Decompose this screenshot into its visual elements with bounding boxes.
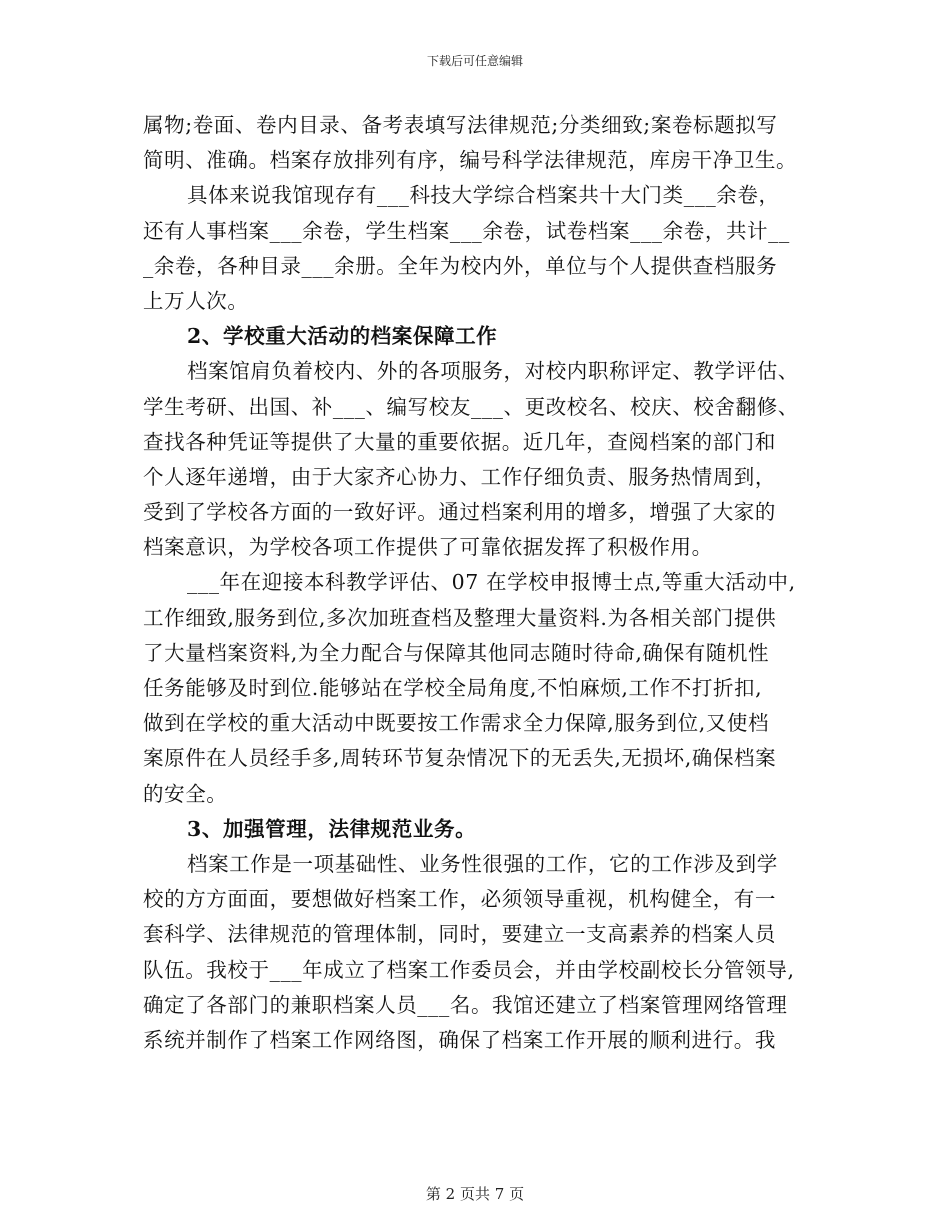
text-line: 做到在学校的重大活动中既要按工作需求全力保障,服务到位,又使档 xyxy=(143,711,770,736)
text-line: 了大量档案资料,为全力配合与保障其他同志随时待命,确保有随机性 xyxy=(143,640,770,665)
text-line: 个人逐年递增，由于大家齐心协力、工作仔细负责、服务热情周到， xyxy=(143,464,776,489)
text-line: 确定了各部门的兼职档案人员___名。我馆还建立了档案管理网络管理 xyxy=(143,992,788,1017)
text-line: 案原件在人员经手多,周转环节复杂情况下的无丢失,无损坏,确保档案 xyxy=(143,746,777,771)
section-heading: 2、学校重大活动的档案保障工作 xyxy=(187,324,498,349)
text-line: 具体来说我馆现存有___科技大学综合档案共十大门类___余卷， xyxy=(187,183,780,208)
text-line: 上万人次。 xyxy=(143,288,249,313)
text-line: 还有人事档案___余卷，学生档案___余卷，试卷档案___余卷，共计__ xyxy=(143,218,790,243)
page-footer: 第 2 页共 7 页 xyxy=(425,1185,525,1203)
text-line: 档案意识，为学校各项工作提供了可靠依据发挥了积极作用。 xyxy=(143,535,713,560)
text-line: 属物;卷面、卷内目录、备考表填写法律规范;分类细致;案卷标题拟写 xyxy=(143,113,778,137)
text-line: 简明、准确。档案存放排列有序，编号科学法律规范，库房干净卫生。 xyxy=(143,148,798,173)
text-line: 查找各种凭证等提供了大量的重要依据。近几年，查阅档案的部门和 xyxy=(143,429,776,454)
text-line: 档案馆肩负着校内、外的各项服务，对校内职称评定、教学评估、 xyxy=(187,359,799,384)
text-line: 任务能够及时到位.能够站在学校全局角度,不怕麻烦,工作不打折扣, xyxy=(143,676,763,700)
text-line: ___年在迎接本科教学评估、07 在学校申报博士点,等重大活动中, xyxy=(187,570,796,595)
text-line: 工作细致,服务到位,多次加班查档及整理大量资料.为各相关部门提供 xyxy=(143,605,777,630)
text-line: 的安全。 xyxy=(143,781,228,806)
section-heading: 3、加强管理，法律规范业务。 xyxy=(187,816,477,841)
text-line: _余卷，各种目录___余册。全年为校内外，单位与个人提供查档服务 xyxy=(143,253,778,278)
text-line: 学生考研、出国、补___、编写校友___、更改校名、校庆、校舍翻修、 xyxy=(143,394,799,419)
text-line: 队伍。我校于___年成立了档案工作委员会，并由学校副校长分管领导, xyxy=(143,957,795,982)
text-line: 系统并制作了档案工作网络图，确保了档案工作开展的顺利进行。我 xyxy=(143,1027,776,1052)
page-header: 下载后可任意编辑 xyxy=(426,54,523,68)
text-line: 受到了学校各方面的一致好评。通过档案利用的增多，增强了大家的 xyxy=(143,500,776,525)
text-line: 套科学、法律规范的管理体制，同时，要建立一支高素养的档案人员 xyxy=(143,922,776,947)
text-line: 档案工作是一项基础性、业务性很强的工作，它的工作涉及到学 xyxy=(187,851,778,876)
text-line: 校的方方面面，要想做好档案工作，必须领导重视，机构健全，有一 xyxy=(143,887,776,912)
document-body xyxy=(143,108,823,1058)
